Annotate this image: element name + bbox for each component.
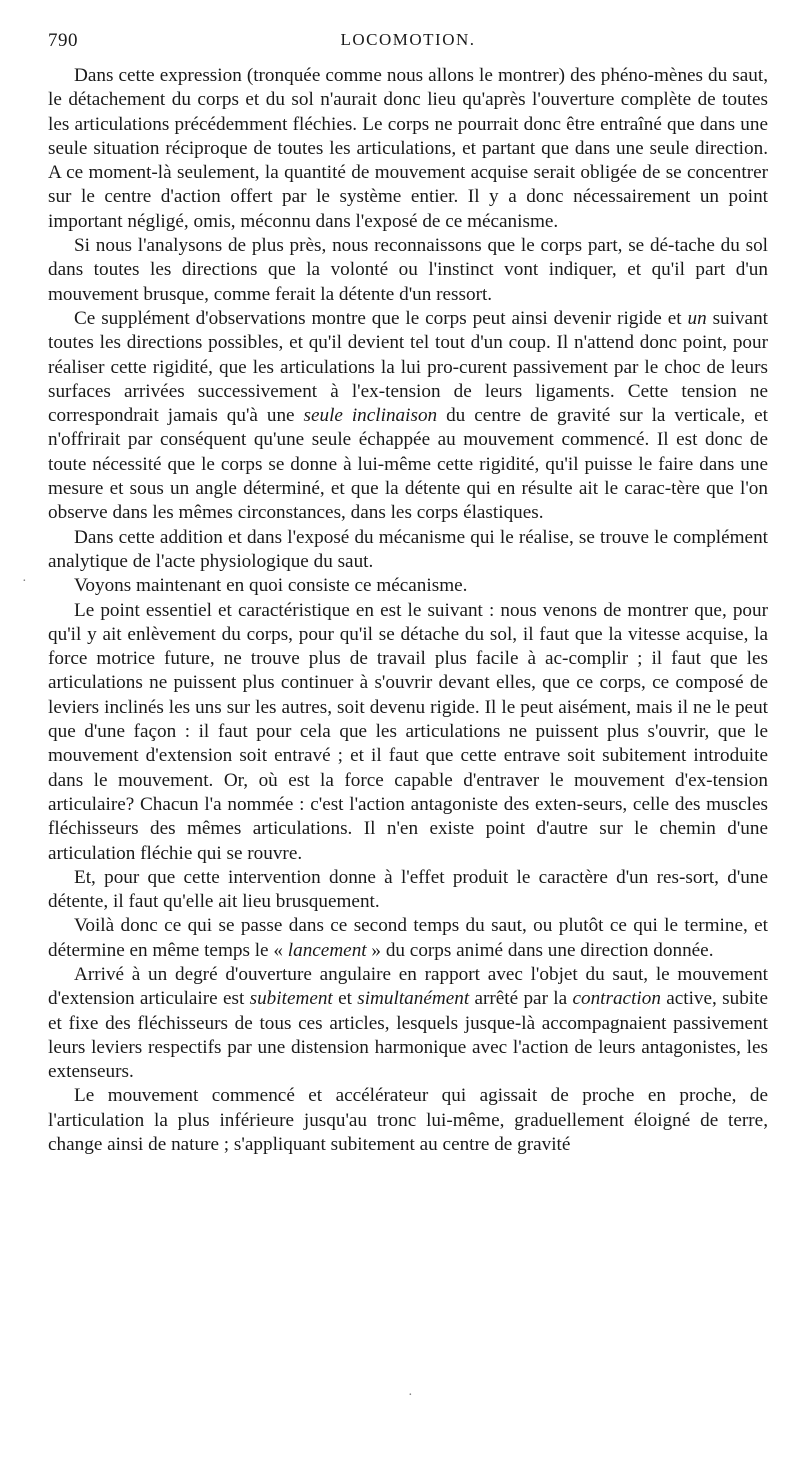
- print-dot: ·: [408, 1388, 413, 1403]
- text-run: active, subite et fixe des fléchisseurs de tous ces articles, lesquels jusque-là accompagnaient passivement leurs leviers respectifs par une distension harmonique avec l'action de leurs antagonistes, les extenseurs.: [48, 988, 768, 1083]
- italic-text: lancement: [287, 939, 367, 961]
- paragraph: [48, 599, 768, 866]
- text-run: du centre de gravité sur la verticale, et n'offrirait par conséquent qu'une seule échappée au mouvement commencé. Il est donc de toute nécessité que le corps se donne à lui-même cette rigidité, qu'il puisse le faire dans une mesure et sous un angle déterminé, et que la détente qui en résulte ait le carac-tère que l'on observe dans les mêmes circonstances, dans les corps élastiques.: [48, 405, 768, 524]
- paragraph: [48, 963, 768, 1084]
- paragraph: [48, 64, 768, 234]
- text-run: Dans cette addition et dans l'exposé du mécanisme qui le réalise, se trouve le complément analytique de l'acte physiologique du saut.: [48, 526, 768, 572]
- text-run: Le mouvement commencé et accélérateur qui agissait de proche en proche, de l'articulation la plus inférieure jusqu'au tronc lui-même, graduellement éloigné de terre, change ainsi de nature ; s'appliquant subitement au centre de gravité: [48, 1085, 768, 1156]
- paragraph: [48, 914, 768, 963]
- text-run: et: [332, 988, 358, 1010]
- paragraph: [48, 574, 768, 598]
- paragraph: [48, 866, 768, 915]
- italic-text: simultanément: [357, 988, 470, 1010]
- margin-mark: ·: [22, 574, 27, 589]
- paragraph: [48, 307, 768, 526]
- running-head: [48, 30, 768, 64]
- text-run: Voyons maintenant en quoi consiste ce mécanisme.: [74, 575, 468, 597]
- text-run: suivant toutes les directions possibles, et qu'il devient tel tout d'un coup. Il n'attend donc point, pour réaliser cette rigidité, que les articulations la lui pro-curent passivement par le choc de leurs surfaces arrivées successivement à l'ex-tension de leurs ligaments. Cette tension ne correspondrait jamais qu'à une: [48, 307, 768, 427]
- text-run: Voilà donc ce qui se passe dans ce second temps du saut, ou plutôt ce qui le termine, et détermine en même temps le «: [48, 915, 768, 961]
- italic-text: un: [687, 307, 707, 329]
- text-run: arrêté par la: [469, 988, 573, 1010]
- body-text: [48, 64, 768, 1157]
- italic-text: seule inclinaison: [303, 405, 438, 427]
- paragraph: [48, 234, 768, 307]
- text-run: » du corps animé dans une direction donnée.: [366, 939, 714, 961]
- book-page: [48, 30, 768, 1157]
- italic-text: contraction: [572, 988, 661, 1010]
- paragraph: [48, 1084, 768, 1157]
- text-run: Si nous l'analysons de plus près, nous reconnaissons que le corps part, se dé-tache du sol dans toutes les directions que la volonté ou l'instinct vont indiquer, et qu'il part d'un mouvement brusque, comme ferait la détente d'un ressort.: [48, 235, 768, 305]
- text-run: Dans cette expression (tronquée comme nous allons le montrer) des phéno-mènes du saut, le détachement du corps et du sol n'aurait donc lieu qu'après l'ouverture complète de toutes les articulations précédemment fléchies. Le corps ne pourrait donc être entraîné que dans une seule situation réciproque de toutes les articulations, et partant que dans une seule direction. A ce moment-là seulement, la quantité de mouvement acquise serait obligée de se concentrer sur le centre d'action offert par le système entier. Il y a donc nécessairement un point important négligé, omis, méconnu dans l'exposé de ce mécanisme.: [48, 65, 768, 232]
- text-run: Ce supplément d'observations montre que le corps peut ainsi devenir rigide et: [74, 307, 688, 329]
- text-run: Arrivé à un degré d'ouverture angulaire en rapport avec l'objet du saut, le mouvement d'extension articulaire est: [48, 963, 768, 1010]
- italic-text: subitement: [249, 988, 333, 1010]
- running-title: LOCOMOTION.: [340, 30, 476, 49]
- page-number: 790: [48, 30, 78, 51]
- paragraph: [48, 526, 768, 575]
- text-run: Et, pour que cette intervention donne à l'effet produit le caractère d'un res-sort, d'une détente, il faut qu'elle ait lieu brusquement.: [48, 866, 768, 913]
- text-run: Le point essentiel et caractéristique en est le suivant : nous venons de montrer que, pour qu'il y ait enlèvement du corps, pour qu'il se détache du sol, il faut que la vitesse acquise, la force motrice future, ne trouve plus de travail plus facile à ac-complir ; il faut que les articulations ne puissent plus continuer à s'ouvrir devant elles, que ce corps, ce composé de leviers inclinés les uns sur les autres, soit devenu rigide. Il le peut aisément, mais il ne le peut que d'une façon : il faut pour cela que les articulations ne puissent plus s'ouvrir, que le mouvement d'extension soit entravé ; et il faut que cette entrave soit subitement introduite dans le mouvement. Or, où est la force capable d'entraver le mouvement d'ex-tension articulaire? Chacun l'a nommée : c'est l'action antagoniste des exten-seurs, celle des muscles fléchisseurs des mêmes articulations. Il n'en existe point d'autre sur le chemin d'une articulation fléchie qui se rouvre.: [48, 599, 768, 864]
